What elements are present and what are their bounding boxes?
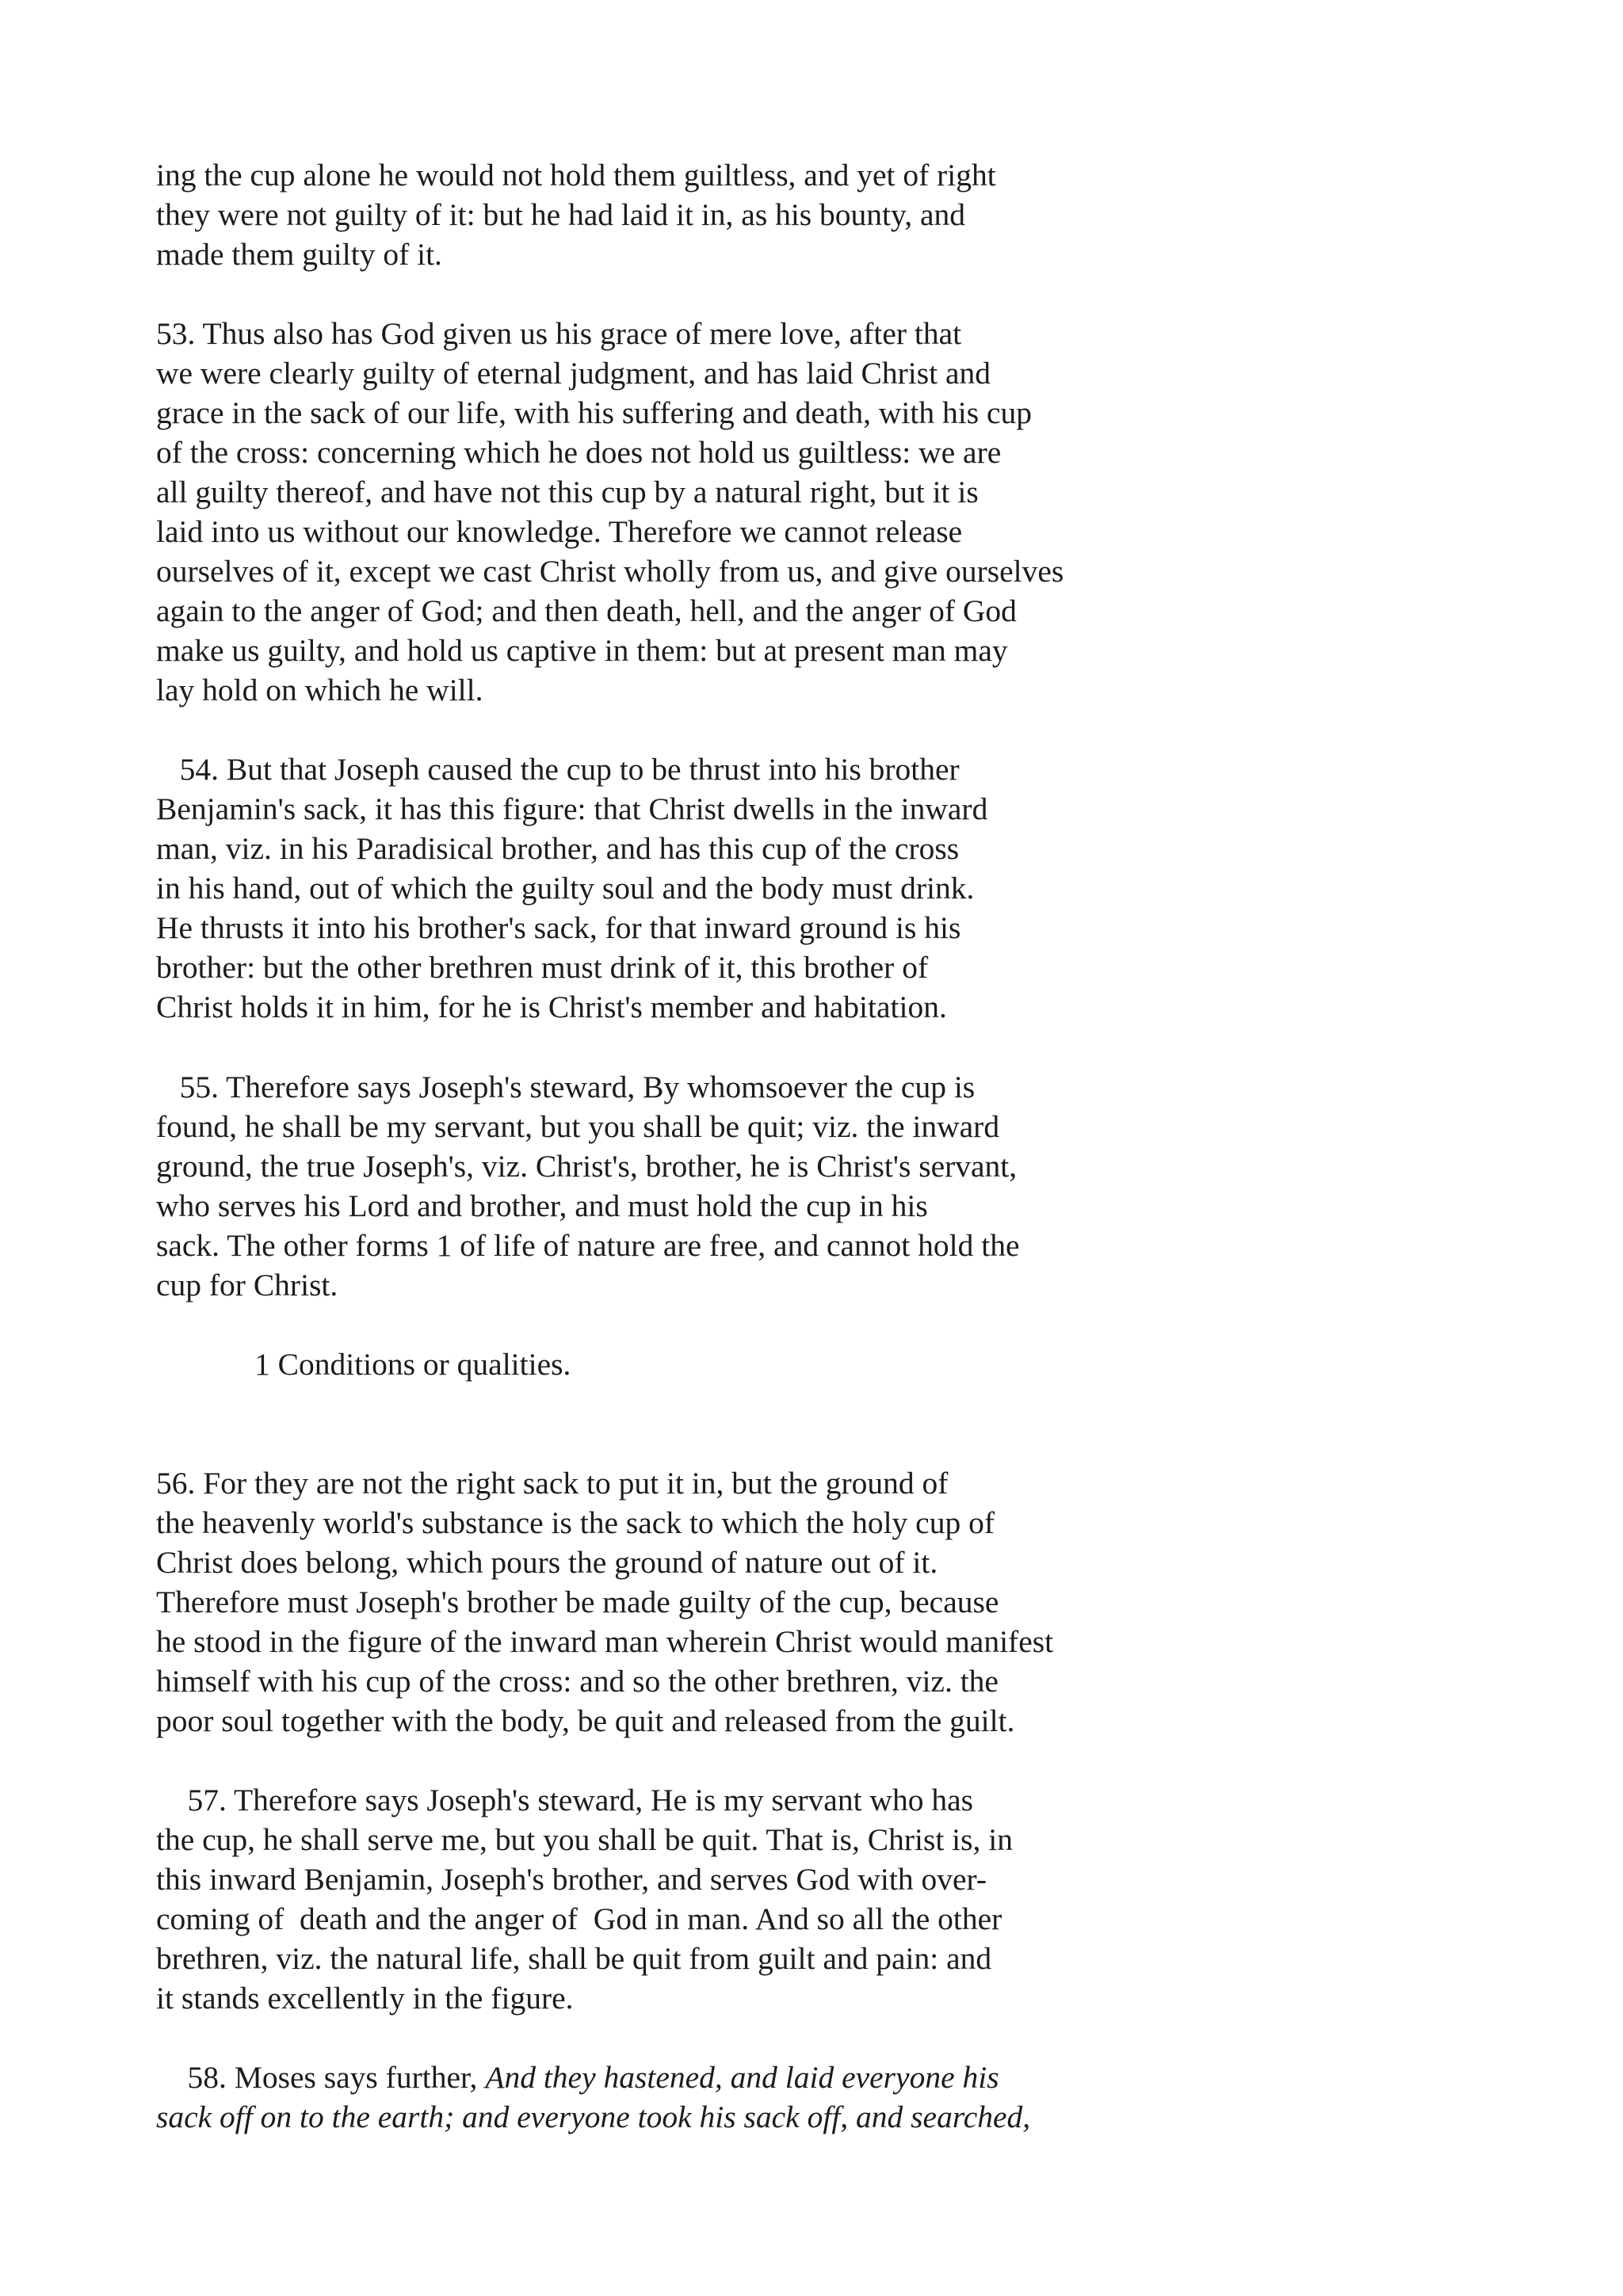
text-line: Christ holds it in him, for he is Christ's member and habitation. <box>156 990 947 1024</box>
text-line: made them guilty of it. <box>156 237 442 272</box>
text-line: lay hold on which he will. <box>156 673 483 707</box>
text-line <box>156 2058 1345 2097</box>
text-line: brethren, viz. the natural life, shall be quit from guilt and pain: and <box>156 1941 992 1976</box>
text-line: of the cross: concerning which he does not hold us guiltless: we are <box>156 435 1002 470</box>
text-line: in his hand, out of which the guilty soul and the body must drink. <box>156 871 975 906</box>
text-run: 58. Moses says further, <box>156 2060 486 2095</box>
text-line: 53. Thus also has God given us his grace of mere love, after that <box>156 316 962 351</box>
text-line: grace in the sack of our life, with his suffering and death, with his cup <box>156 395 1032 430</box>
text-line: who serves his Lord and brother, and must hold the cup in his <box>156 1188 928 1223</box>
paragraph-continuation <box>156 155 1345 274</box>
text-line: 56. For they are not the right sack to put it in, but the ground of <box>156 1466 949 1501</box>
footnote-text: 1 Conditions or qualities. <box>254 1347 571 1382</box>
text-line: coming of death and the anger of God in man. And so all the other <box>156 1901 1002 1936</box>
text-line: ground, the true Joseph's, viz. Christ's, brother, he is Christ's servant, <box>156 1149 1018 1184</box>
paragraph-55 <box>156 1067 1345 1305</box>
text-line: they were not guilty of it: but he had laid it in, as his bounty, and <box>156 197 965 232</box>
text-line: this inward Benjamin, Joseph's brother, and serves God with over- <box>156 1862 987 1897</box>
text-line: we were clearly guilty of eternal judgment, and has laid Christ and <box>156 356 991 391</box>
text-line: make us guilty, and hold us captive in them: but at present man may <box>156 633 1008 668</box>
text-line: cup for Christ. <box>156 1268 338 1302</box>
text-line: ing the cup alone he would not hold them guiltless, and yet of right <box>156 158 996 193</box>
text-line: sack. The other forms 1 of life of nature are free, and cannot hold the <box>156 1228 1020 1263</box>
italic-run: And they hastened, and laid everyone his <box>485 2060 999 2095</box>
text-line: laid into us without our knowledge. Therefore we cannot release <box>156 514 963 549</box>
footnote <box>254 1344 571 1384</box>
paragraph-58 <box>156 2058 1345 2137</box>
text-line: ourselves of it, except we cast Christ wholly from us, and give ourselves <box>156 554 1064 589</box>
text-line: the heavenly world's substance is the sack to which the holy cup of <box>156 1505 995 1540</box>
text-line: found, he shall be my servant, but you shall be quit; viz. the inward <box>156 1109 1000 1144</box>
paragraph-57 <box>156 1780 1345 2018</box>
paragraph-54 <box>156 749 1345 1027</box>
text-line: brother: but the other brethren must drink of it, this brother of <box>156 950 929 985</box>
text-line: Benjamin's sack, it has this figure: that Christ dwells in the inward <box>156 791 988 826</box>
text-line: he stood in the figure of the inward man wherein Christ would manifest <box>156 1624 1054 1659</box>
text-line: Therefore must Joseph's brother be made guilty of the cup, because <box>156 1585 999 1619</box>
paragraph-53 <box>156 314 1345 710</box>
paragraph-56 <box>156 1463 1345 1741</box>
text-line: all guilty thereof, and have not this cup by a natural right, but it is <box>156 475 979 509</box>
text-line <box>156 2097 1345 2137</box>
text-line: 55. Therefore says Joseph's steward, By whomsoever the cup is <box>156 1070 976 1104</box>
text-line: himself with his cup of the cross: and so the other brethren, viz. the <box>156 1664 999 1699</box>
text-line: again to the anger of God; and then death, hell, and the anger of God <box>156 593 1017 628</box>
text-line: 54. But that Joseph caused the cup to be thrust into his brother <box>156 752 960 787</box>
text-line: it stands excellently in the figure. <box>156 1981 574 2016</box>
text-line: man, viz. in his Paradisical brother, and has this cup of the cross <box>156 831 960 866</box>
text-line: 57. Therefore says Joseph's steward, He is my servant who has <box>156 1783 973 1817</box>
text-line: Christ does belong, which pours the ground of nature out of it. <box>156 1545 938 1580</box>
text-line: the cup, he shall serve me, but you shall be quit. That is, Christ is, in <box>156 1822 1013 1857</box>
text-line: He thrusts it into his brother's sack, for that inward ground is his <box>156 910 961 945</box>
italic-run: sack off on to the earth; and everyone took his sack off, and searched, <box>156 2100 1031 2134</box>
text-line: poor soul together with the body, be quit and released from the guilt. <box>156 1703 1015 1738</box>
